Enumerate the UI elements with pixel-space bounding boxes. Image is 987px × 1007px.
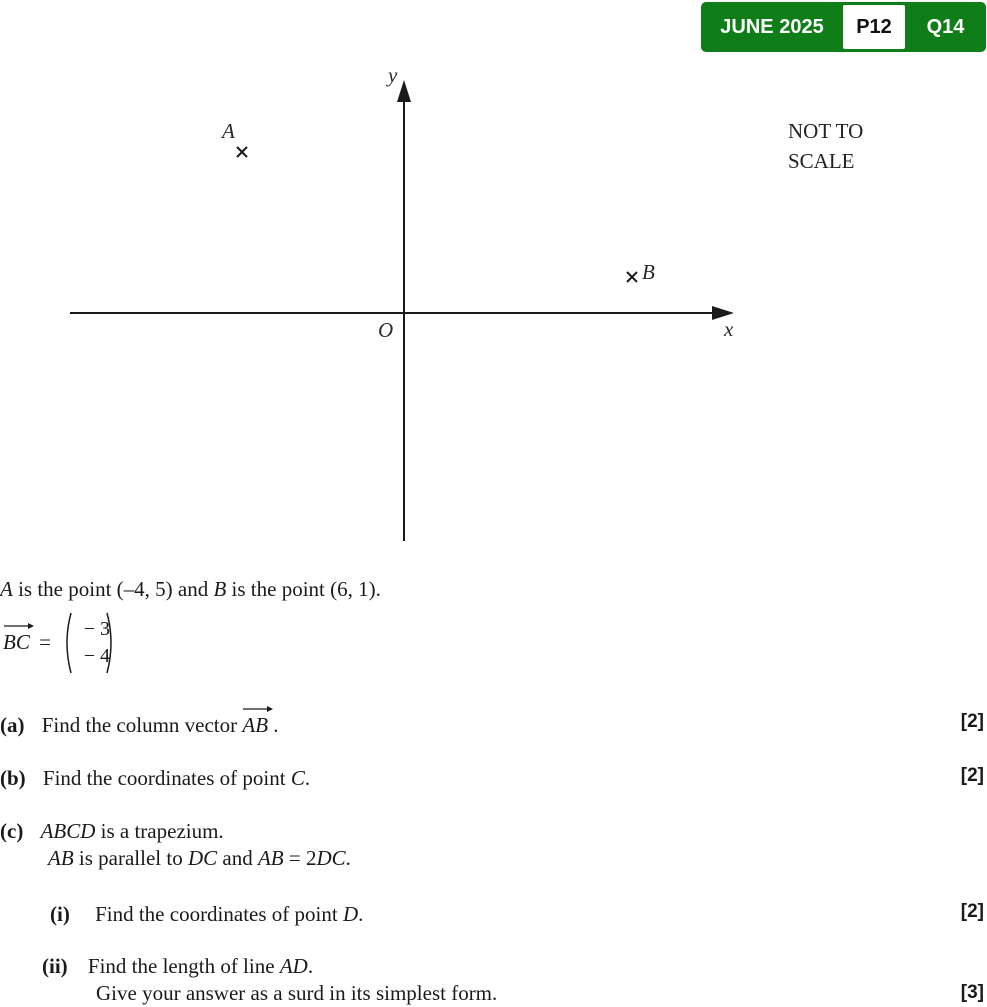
- part-c-shape: ABCD: [40, 819, 96, 843]
- point-b-label: B: [642, 260, 655, 284]
- period-text: .: [345, 846, 351, 870]
- part-c-i-text: Find the coordinates of point: [95, 902, 343, 926]
- question-number: Q14: [926, 16, 965, 38]
- vector-ab-name: AB: [242, 713, 269, 737]
- part-b-end: .: [304, 766, 311, 790]
- and-text: and: [217, 846, 258, 870]
- part-c-ii-label: (ii): [42, 954, 68, 978]
- part-b-text: Find the coordinates of point: [42, 766, 291, 790]
- scale-note-line2: SCALE: [788, 149, 855, 173]
- y-axis-arrowhead: [397, 80, 411, 102]
- point-b-marker: [627, 272, 637, 282]
- equals-sign: =: [39, 630, 51, 654]
- part-b: [0, 765, 310, 792]
- right-bracket: [106, 612, 116, 674]
- segment-dc: DC: [187, 846, 218, 870]
- vector-arrow-icon: [3, 621, 35, 631]
- y-axis-label: y: [388, 63, 398, 87]
- part-a-text: Find the column vector: [41, 713, 243, 737]
- exam-date: JUNE 2025: [720, 16, 824, 38]
- point-a-ref: A: [0, 577, 13, 601]
- left-bracket: [62, 612, 72, 674]
- segment-dc-2: DC: [316, 846, 346, 870]
- vector-bc-name: BC: [3, 630, 30, 654]
- part-c-ii-marks: [3]: [960, 982, 984, 1003]
- part-a-end: .: [268, 713, 279, 737]
- vector-bc-top: − 3: [83, 618, 110, 640]
- origin-label: O: [378, 318, 394, 342]
- vector-bc-bottom: − 4: [83, 645, 110, 667]
- column-vector-bc: [62, 612, 114, 674]
- part-a: [0, 712, 279, 739]
- intro-text-1: is the point (–4, 5) and: [12, 577, 214, 601]
- point-a-marker: [237, 147, 247, 157]
- scale-note: [788, 116, 863, 176]
- equals-two-text: = 2: [283, 846, 317, 870]
- x-axis-label: x: [724, 317, 734, 341]
- part-c-i-marks: [2]: [960, 901, 984, 922]
- segment-ab: AB: [48, 846, 74, 870]
- point-a-label: A: [222, 119, 235, 143]
- vector-arrow-icon: [242, 704, 274, 714]
- segment-ab-2: AB: [257, 846, 284, 870]
- parallel-text: is parallel to: [73, 846, 188, 870]
- part-b-point: C: [290, 766, 305, 790]
- part-c-label: (c): [0, 819, 24, 843]
- part-c-ii-line: AD: [279, 954, 308, 978]
- vector-bc: [3, 629, 30, 656]
- part-c-ii-instruction: Give your answer as a surd in its simplest form.: [96, 981, 498, 1005]
- point-b-ref: B: [213, 577, 227, 601]
- part-c-line-2: [48, 845, 351, 872]
- part-b-label: (b): [0, 766, 26, 790]
- coordinate-diagram: [0, 0, 760, 550]
- intro-text-2: is the point (6, 1).: [226, 577, 381, 601]
- part-c-i-end: .: [358, 902, 364, 926]
- intro-sentence: [0, 576, 381, 603]
- vector-ab: [242, 712, 268, 739]
- part-a-marks: [2]: [960, 711, 984, 732]
- scale-note-line1: NOT TO: [788, 119, 864, 143]
- part-a-label: (a): [0, 713, 25, 737]
- part-b-marks: [2]: [960, 765, 984, 786]
- part-c-ii-end: .: [307, 954, 314, 978]
- part-c-i-label: (i): [50, 902, 70, 926]
- part-c-ii: [42, 953, 313, 980]
- part-c: [0, 818, 224, 845]
- paper-number: P12: [843, 5, 905, 49]
- part-c-i: [50, 901, 363, 928]
- part-c-ii-text: Find the length of line: [87, 954, 280, 978]
- part-c-text-1: is a trapezium.: [95, 819, 224, 843]
- vector-bc-expression: [3, 629, 51, 656]
- part-c-i-point: D: [342, 902, 359, 926]
